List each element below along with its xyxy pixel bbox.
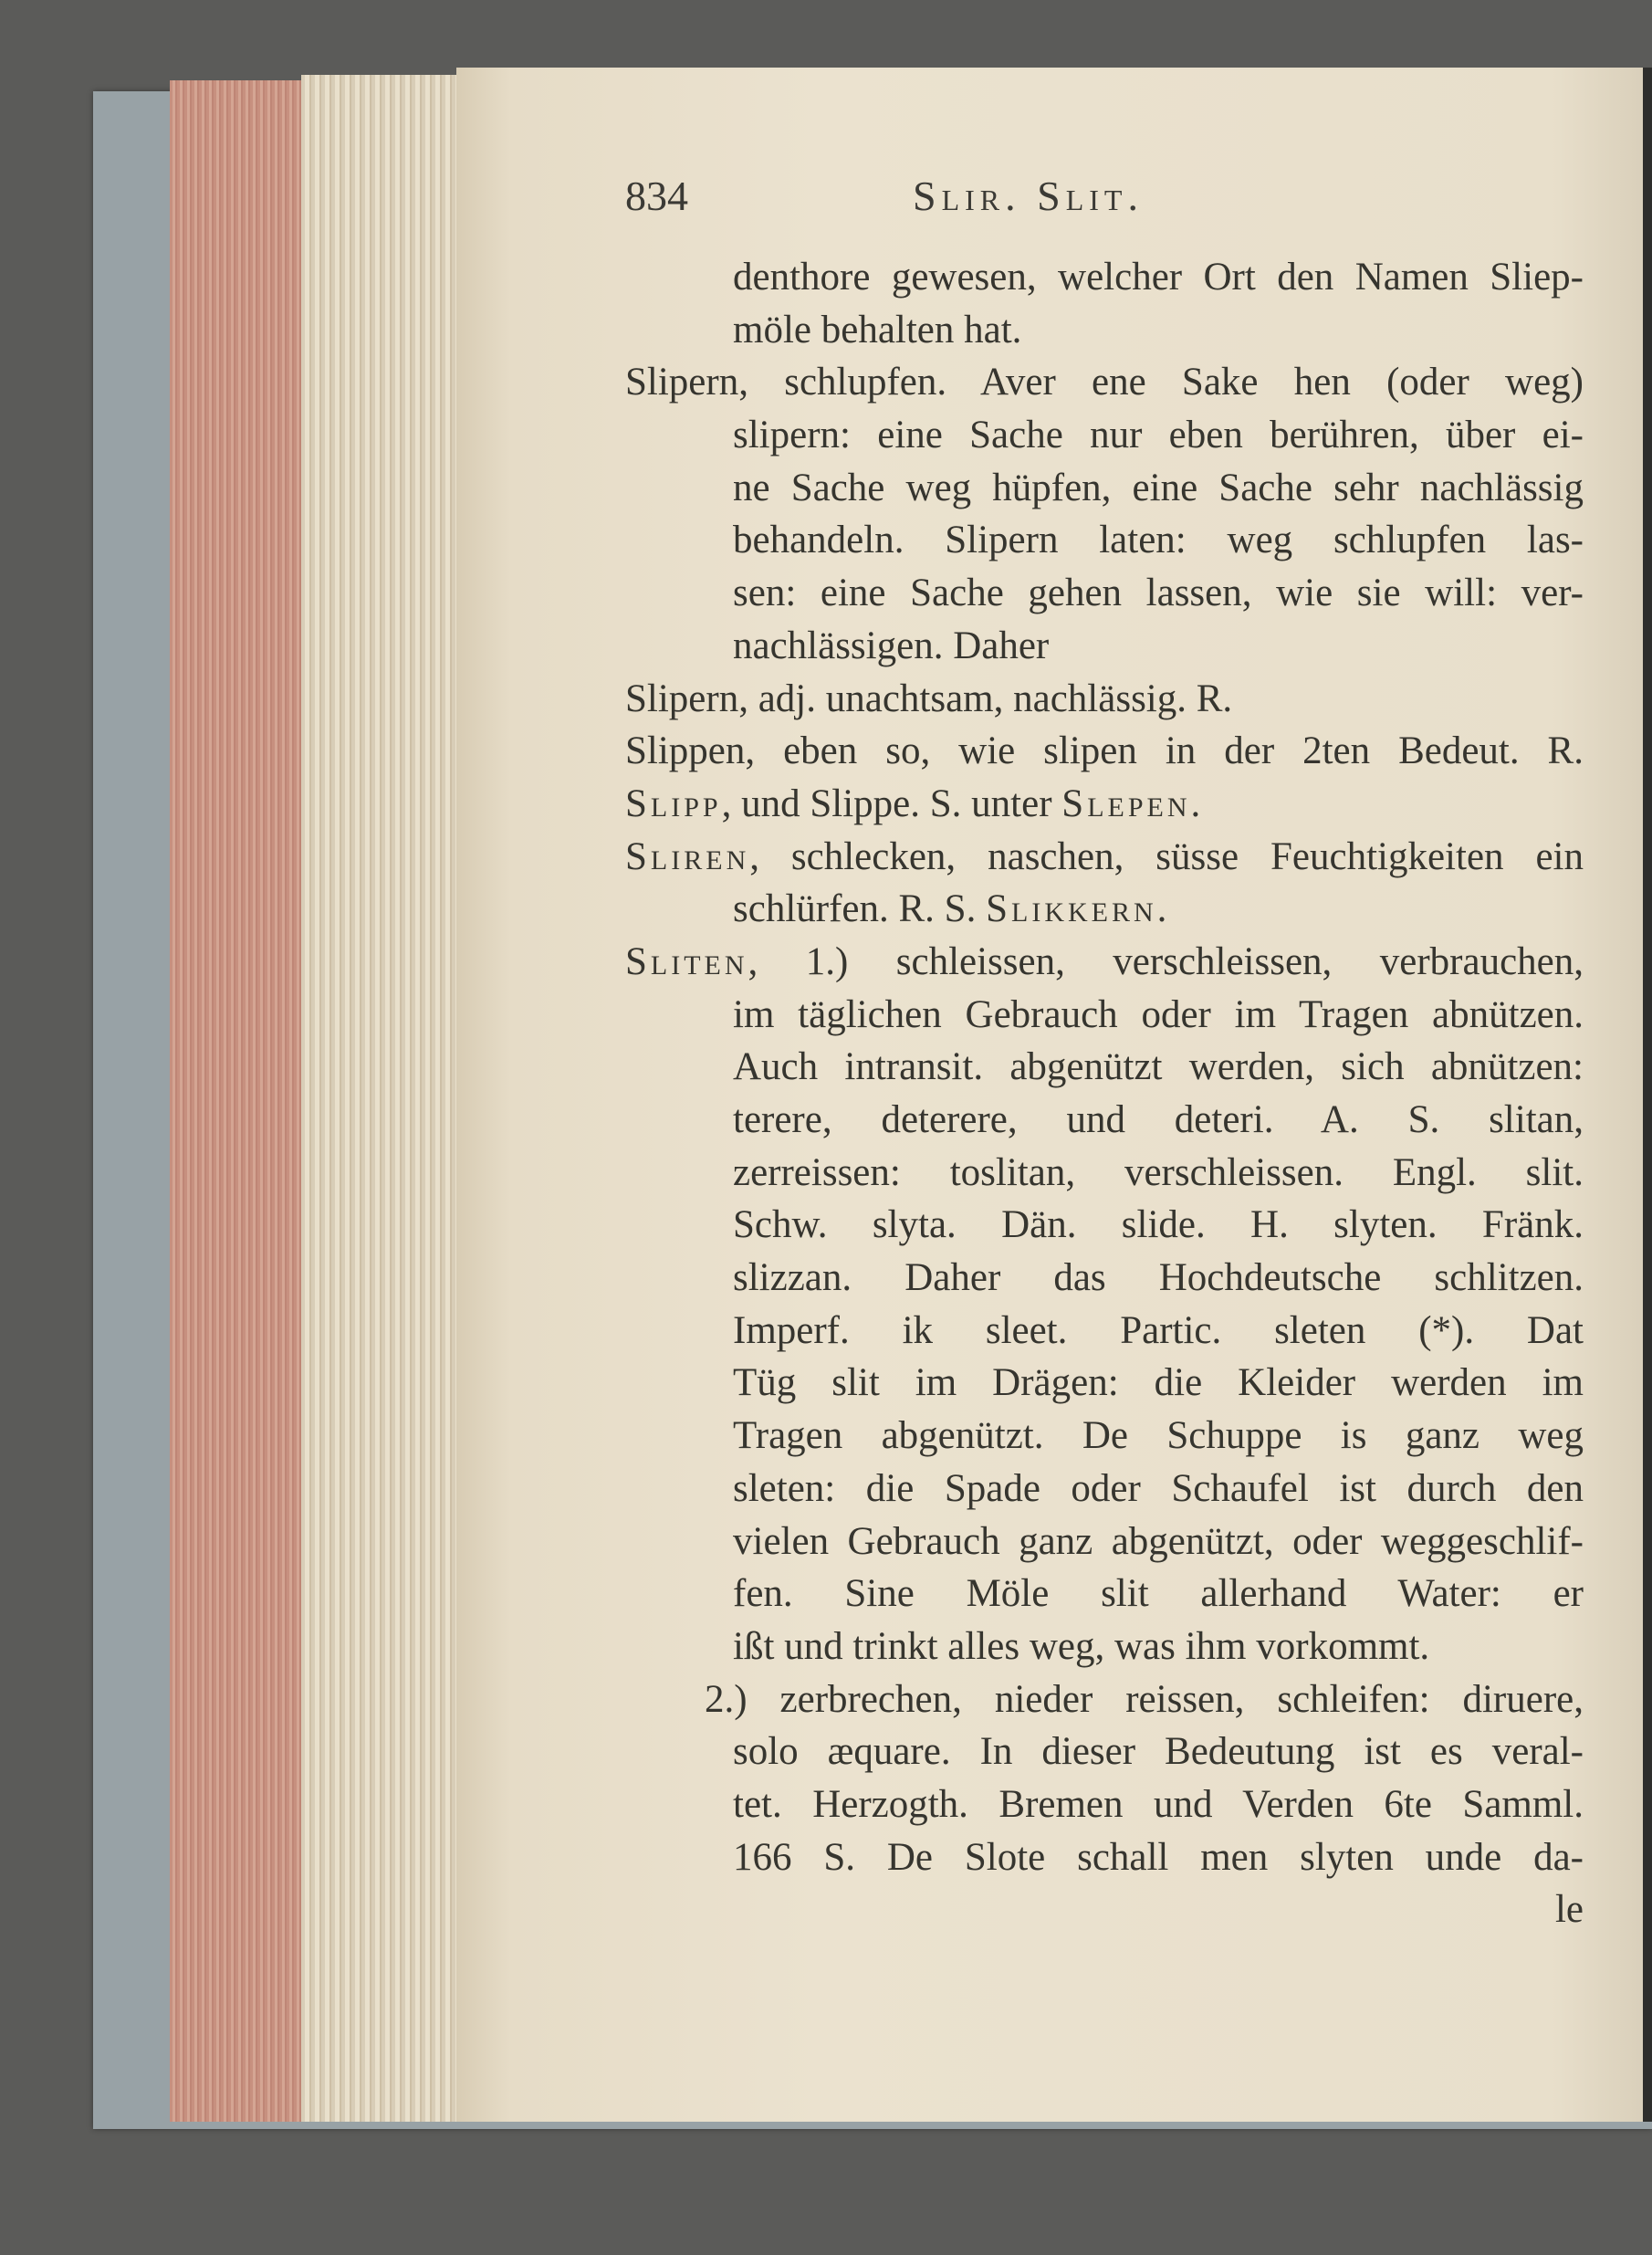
text-line — [733, 567, 1584, 620]
text-line — [733, 1305, 1584, 1358]
text-line — [733, 1725, 1584, 1778]
line-text: zerreissen: toslitan, verschleissen. Engl. slit. — [733, 1150, 1584, 1194]
line-text: 2.) zerbrechen, nieder reissen, schleifen: diruere, — [705, 1677, 1584, 1721]
text-line — [733, 620, 1584, 673]
headword: Slepen — [1061, 781, 1191, 825]
line-text: vielen Gebrauch ganz abgenützt, oder weggeschlif- — [733, 1519, 1584, 1563]
line-text: le — [1554, 1888, 1584, 1932]
line-text: denthore gewesen, welcher Ort den Namen Sliep- — [733, 256, 1584, 299]
line-text: sleten: die Spade oder Schaufel ist durch den — [733, 1466, 1584, 1510]
running-head: Slir. Slit. — [913, 173, 1144, 219]
text-line — [733, 462, 1584, 515]
headword: Slipp — [625, 781, 722, 825]
text-line — [733, 1568, 1584, 1620]
text-line — [733, 1041, 1584, 1094]
headword: Slikkern — [986, 887, 1157, 931]
line-text: slizzan. Daher das Hochdeutsche schlitzen. — [733, 1256, 1584, 1300]
text-line — [733, 514, 1584, 567]
line-text: 166 S. De Slote schall men slyten unde da- — [733, 1835, 1584, 1879]
text-line — [625, 936, 1584, 989]
text-line — [625, 725, 1584, 778]
text-line — [733, 1778, 1584, 1831]
line-text: fen. Sine Möle slit allerhand Water: er — [733, 1572, 1584, 1616]
line-text: ne Sache weg hüpfen, eine Sache sehr nachlässig — [733, 466, 1584, 509]
text-line — [733, 989, 1584, 1042]
text-line — [733, 304, 1584, 357]
line-text: Slipern, schlupfen. Aver ene Sake hen (oder weg) — [625, 361, 1584, 404]
page-edges-red — [170, 80, 307, 2122]
line-text: nachlässigen. Daher — [733, 624, 1050, 667]
line-text: . — [1190, 781, 1201, 825]
line-text: , und Slippe. S. unter — [721, 781, 1062, 825]
line-text: Auch intransit. abgenützt werden, sich abnützen: — [733, 1045, 1584, 1089]
line-text: , 1.) schleissen, verschleissen, verbrauchen, — [748, 939, 1584, 983]
page-shadow-edge — [1643, 68, 1652, 2122]
line-text: Tragen abgenützt. De Schuppe is ganz weg — [733, 1414, 1584, 1458]
line-text: . — [1156, 887, 1167, 931]
text-line — [733, 1516, 1584, 1568]
line-text: möle behalten hat. — [733, 308, 1022, 351]
page-leaves-stack — [301, 75, 458, 2122]
page-number: 834 — [625, 173, 688, 219]
text-line — [733, 1357, 1584, 1410]
headword: Sliren — [625, 834, 750, 878]
text-line — [625, 831, 1584, 884]
line-text: ißt und trinkt alles weg, was ihm vorkommt. — [733, 1624, 1430, 1668]
text-line — [733, 1620, 1584, 1673]
headword: Sliten — [625, 939, 748, 983]
line-text: Slippen, eben so, wie slipen in der 2ten Bedeut. R. — [625, 729, 1584, 773]
text-line — [733, 1463, 1584, 1516]
text-line — [625, 356, 1584, 409]
line-text: behandeln. Slipern laten: weg schlupfen las- — [733, 519, 1584, 562]
text-line — [733, 409, 1584, 462]
text-line — [733, 1199, 1584, 1252]
line-text: Imperf. ik sleet. Partic. sleten (*). Dat — [733, 1308, 1584, 1352]
text-line — [733, 1831, 1584, 1884]
line-text: , schlecken, naschen, süsse Feuchtigkeiten ein — [749, 834, 1584, 878]
text-line — [733, 251, 1584, 304]
line-text: tet. Herzogth. Bremen und Verden 6te Samml. — [733, 1782, 1584, 1826]
text-line — [705, 1673, 1584, 1726]
text-line — [625, 778, 1584, 831]
line-text: sen: eine Sache gehen lassen, wie sie will: ver- — [733, 572, 1584, 615]
line-text: Tüg slit im Drägen: die Kleider werden im — [733, 1361, 1584, 1405]
text-line — [733, 1094, 1584, 1147]
text-line — [733, 883, 1584, 936]
line-text: im täglichen Gebrauch oder im Tragen abnützen. — [733, 992, 1584, 1036]
line-text: Slipern, adj. unachtsam, nachlässig. R. — [625, 676, 1233, 720]
text-line — [733, 1410, 1584, 1463]
line-text: slipern: eine Sache nur eben berühren, über ei- — [733, 414, 1584, 457]
catchword — [625, 1883, 1584, 1936]
line-text: Schw. slyta. Dän. slide. H. slyten. Fränk. — [733, 1203, 1584, 1247]
text-line — [625, 673, 1584, 726]
dictionary-text — [625, 251, 1584, 1936]
line-text: terere, deterere, und deteri. A. S. slitan, — [733, 1098, 1584, 1141]
line-text: solo æquare. In dieser Bedeutung ist es veral- — [733, 1730, 1584, 1774]
text-line — [733, 1147, 1584, 1200]
text-line — [733, 1252, 1584, 1305]
line-text: schlürfen. R. S. — [733, 887, 987, 931]
